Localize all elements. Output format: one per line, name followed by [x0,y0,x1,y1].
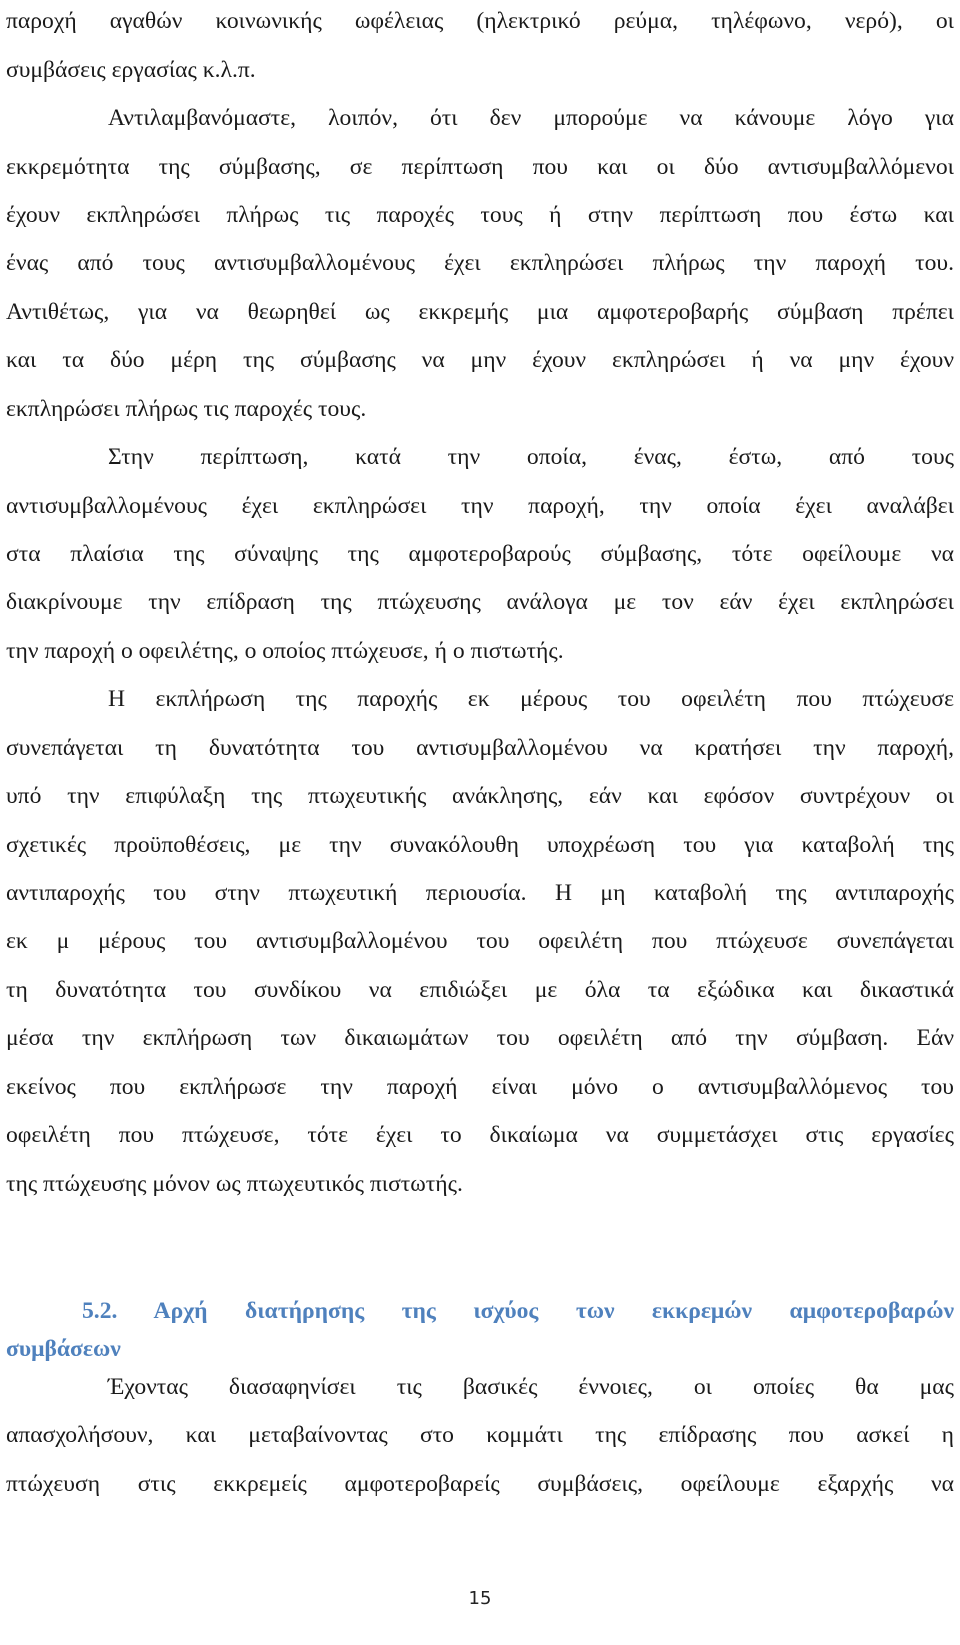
text-line: έχουν εκπληρώσει πλήρως τις παροχές τους ή στην περίπτωση που έστω και [6,202,954,228]
text-line: και τα δύο μέρη της σύμβασης να μην έχουν εκπληρώσει ή να μην έχουν [6,347,954,373]
section-heading: 5.2. Αρχή διατήρησης της ισχύος των εκκρεμών αμφοτεροβαρών [82,1298,954,1324]
text-line: εκπληρώσει πλήρως τις παροχές τους. [6,396,367,422]
text-line: τη δυνατότητα του συνδίκου να επιδιώξει με όλα τα εξώδικα και δικαστικά [6,977,954,1003]
text-line: μέσα την εκπλήρωση των δικαιωμάτων του οφειλέτη από την σύμβαση. Εάν [6,1025,954,1051]
text-line: διακρίνουμε την επίδραση της πτώχευσης ανάλογα με τον εάν έχει εκπληρώσει [6,589,954,615]
text-line: παροχή αγαθών κοινωνικής ωφέλειας (ηλεκτρικό ρεύμα, τηλέφωνο, νερό), οι [6,8,954,34]
text-line: υπό την επιφύλαξη της πτωχευτικής ανάκλησης, εάν και εφόσον συντρέχουν οι [6,783,954,809]
text-line: της πτώχευσης μόνον ως πτωχευτικός πιστωτής. [6,1171,463,1197]
text-line: απασχολήσουν, και μεταβαίνοντας στο κομμάτι της επίδρασης που ασκεί η [6,1422,954,1448]
section-heading-continuation: συμβάσεων [6,1336,121,1362]
text-line: ένας από τους αντισυμβαλλομένους έχει εκπληρώσει πλήρως την παροχή του. [6,250,954,276]
text-line: σχετικές προϋποθέσεις, με την συνακόλουθη υποχρέωση του για καταβολή της [6,832,954,858]
paragraph-first-line: Έχοντας διασαφηνίσει τις βασικές έννοιες, οι οποίες θα μας [108,1374,954,1400]
text-line: Αντιθέτως, για να θεωρηθεί ως εκκρεμής μια αμφοτεροβαρής σύμβαση πρέπει [6,299,954,325]
page-number: 15 [468,1588,492,1609]
text-line: εκκρεμότητα της σύμβασης, σε περίπτωση που και οι δύο αντισυμβαλλόμενοι [6,154,954,180]
text-line: στα πλαίσια της σύναψης της αμφοτεροβαρούς σύμβασης, τότε οφείλουμε να [6,541,954,567]
text-line: πτώχευση στις εκκρεμείς αμφοτεροβαρείς συμβάσεις, οφείλουμε εξαρχής να [6,1471,954,1497]
paragraph-first-line: Στην περίπτωση, κατά την οποία, ένας, έστω, από τους [108,444,954,470]
text-line: συμβάσεις εργασίας κ.λ.π. [6,57,256,83]
text-line: την παροχή ο οφειλέτης, ο οποίος πτώχευσε, ή ο πιστωτής. [6,638,564,664]
text-line: οφειλέτη που πτώχευσε, τότε έχει το δικαίωμα να συμμετάσχει στις εργασίες [6,1122,954,1148]
text-line: αντισυμβαλλομένους έχει εκπληρώσει την παροχή, την οποία έχει αναλάβει [6,493,954,519]
text-line: συνεπάγεται τη δυνατότητα του αντισυμβαλλομένου να κρατήσει την παροχή, [6,735,954,761]
text-line: εκείνος που εκπλήρωσε την παροχή είναι μόνο ο αντισυμβαλλόμενος του [6,1074,954,1100]
paragraph-first-line: Η εκπλήρωση της παροχής εκ μέρους του οφειλέτη που πτώχευσε [108,686,954,712]
text-line: αντιπαροχής του στην πτωχευτική περιουσία. Η μη καταβολή της αντιπαροχής [6,880,954,906]
paragraph-first-line: Αντιλαμβανόμαστε, λοιπόν, ότι δεν μπορούμε να κάνουμε λόγο για [108,105,954,131]
text-line: εκ μ μέρους του αντισυμβαλλομένου του οφειλέτη που πτώχευσε συνεπάγεται [6,928,954,954]
